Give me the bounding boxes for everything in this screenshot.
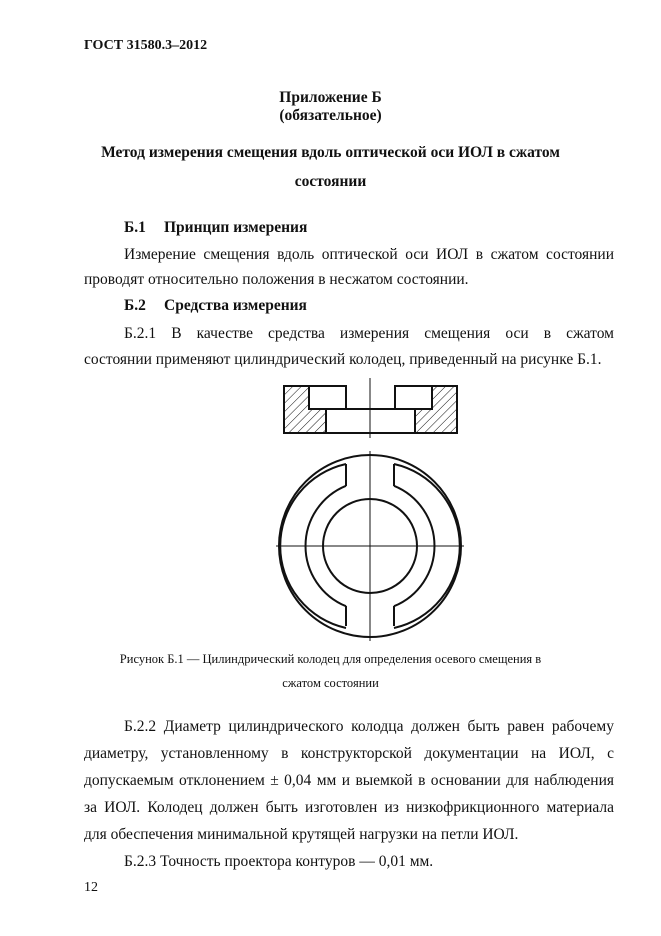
annex-status: (обязательное) [279,107,382,124]
paragraph-line: Б.2.2 Диаметр цилиндрического колодца должен быть равен рабочему [124,718,614,735]
section-b2-title: Средства измерения [164,297,307,314]
paragraph-line: состоянии применяют цилиндрический колодец, приведенный на рисунке Б.1. [84,351,602,368]
paragraph-line: проводят относительно положения в несжатом состоянии. [84,271,469,288]
annex-heading-line-1: Метод измерения смещения вдоль оптической оси ИОЛ в сжатом [101,144,560,161]
paragraph-line: Измерение смещения вдоль оптической оси ИОЛ в сжатом состоянии [124,246,614,263]
annex-heading-line-2: состоянии [294,173,367,190]
paragraph-line: Б.2.3 Точность проектора контуров — 0,01 мм. [124,853,434,870]
paragraph-line: за ИОЛ. Колодец должен быть изготовлен из низкофрикционного материала [84,799,614,816]
section-b2-number: Б.2 [124,297,146,314]
paragraph-line: для обеспечения минимальной крутящей нагрузки на петли ИОЛ. [84,826,519,843]
paragraph-line: диаметру, установленному в конструкторской документации на ИОЛ, с [84,745,614,762]
standard-designation: ГОСТ 31580.3–2012 [84,38,208,53]
figure-caption-line-2: сжатом состоянии [282,676,379,690]
figure-caption-line-1: Рисунок Б.1 — Цилиндрический колодец для определения осевого смещения в [119,652,542,666]
page-number: 12 [84,880,98,895]
paragraph-line: допускаемым отклонением ± 0,04 мм и выемкой в основании для наблюдения [84,772,614,789]
section-b1-number: Б.1 [124,219,146,236]
section-b1-title: Принцип измерения [164,219,308,236]
annex-title: Приложение Б [279,89,382,106]
paragraph-line: Б.2.1 В качестве средства измерения смещения оси в сжатом [124,325,614,342]
